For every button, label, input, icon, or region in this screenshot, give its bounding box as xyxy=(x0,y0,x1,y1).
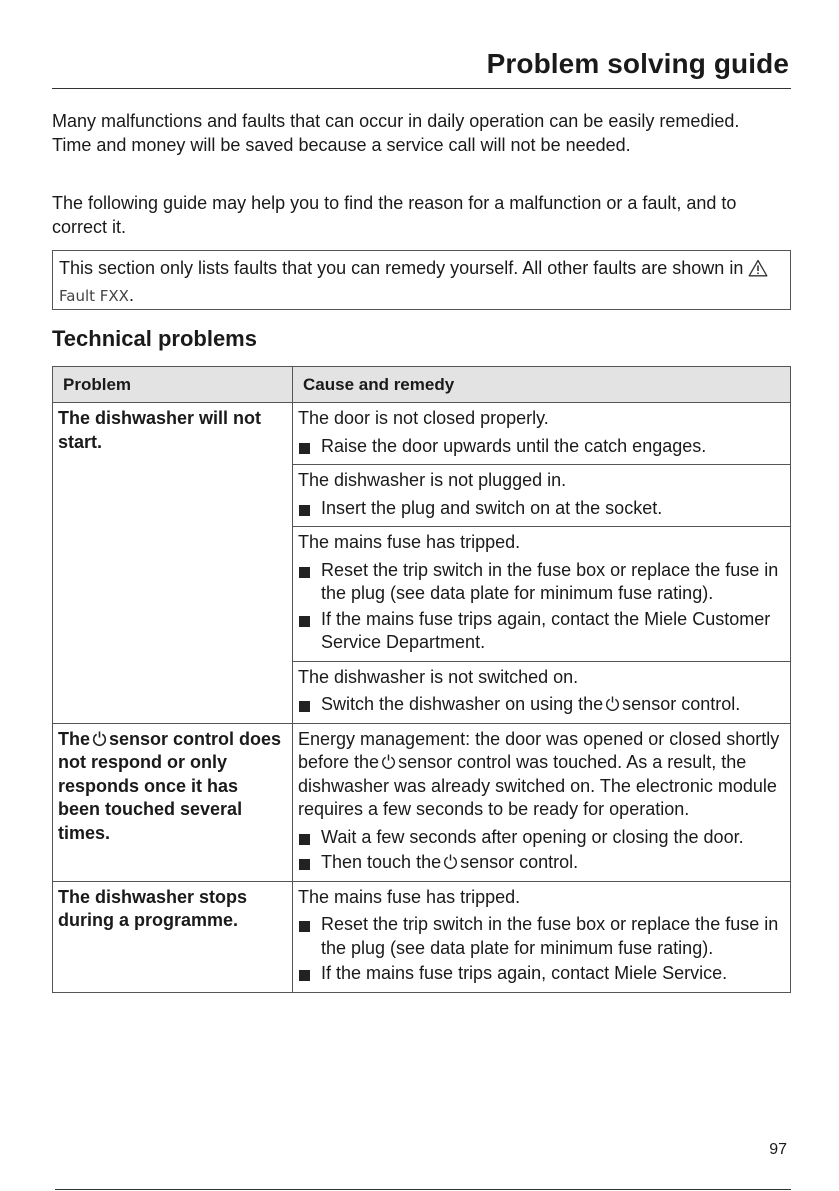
cause-cell xyxy=(293,465,791,527)
cause-cell xyxy=(293,661,791,723)
section-heading: Technical problems xyxy=(52,326,257,351)
power-icon xyxy=(605,695,620,712)
footer-divider xyxy=(55,1189,791,1190)
cause-text: Energy management: the door was opened or closed shortly before the sensor control was touched. As a result, the dishwasher was already switched on. The electronic module requires a few seconds to be ready for operation. xyxy=(298,728,780,819)
remedy-list xyxy=(298,497,782,521)
fault-reference: Fault FXX xyxy=(59,286,129,305)
power-icon xyxy=(443,853,458,870)
remedy-list xyxy=(298,559,782,655)
remedy-item: Then touch the sensor control. xyxy=(298,851,782,875)
cause-cell xyxy=(293,723,791,881)
intro-paragraph-2: The following guide may help you to find the reason for a malfunction or a fault, and to correct it. xyxy=(52,193,737,237)
page-title: Problem solving guide xyxy=(486,48,789,79)
note-text: This section only lists faults that you can remedy yourself. All other faults are shown in xyxy=(59,258,744,278)
cause-cell xyxy=(293,403,791,465)
problem-cell: The sensor control does not respond or only responds once it has been touched several times. xyxy=(53,723,293,881)
remedy-item: Insert the plug and switch on at the socket. xyxy=(298,497,782,521)
remedy-list xyxy=(298,435,782,459)
remedy-list xyxy=(298,913,782,986)
remedy-item: Reset the trip switch in the fuse box or replace the fuse in the plug (see data plate for minimum fuse rating). xyxy=(298,913,782,960)
table-header-row xyxy=(53,367,791,403)
problem-cell: The dishwasher stops during a programme. xyxy=(53,881,293,992)
cause-text: The door is not closed properly. xyxy=(298,408,549,428)
power-icon xyxy=(381,753,396,770)
table-row xyxy=(53,403,791,465)
table-row xyxy=(53,881,791,992)
header-problem: Problem xyxy=(53,367,293,403)
problem-cell: The dishwasher will not start. xyxy=(53,403,293,724)
cause-cell xyxy=(293,527,791,662)
table-row xyxy=(53,723,791,881)
cause-text: The dishwasher is not plugged in. xyxy=(298,470,567,490)
remedy-item: If the mains fuse trips again, contact Miele Service. xyxy=(298,962,782,986)
remedy-list xyxy=(298,826,782,875)
remedy-item: Raise the door upwards until the catch engages. xyxy=(298,435,782,459)
title-divider xyxy=(52,88,791,89)
remedy-item: Wait a few seconds after opening or closing the door. xyxy=(298,826,782,850)
cause-text: The mains fuse has tripped. xyxy=(298,886,521,907)
cause-cell xyxy=(293,881,791,992)
power-icon xyxy=(92,730,107,747)
problem-table xyxy=(52,366,791,993)
note-text-end: . xyxy=(128,284,134,305)
warning-triangle-icon xyxy=(748,259,768,284)
remedy-item: Reset the trip switch in the fuse box or replace the fuse in the plug (see data plate for minimum fuse rating). xyxy=(298,559,782,606)
header-cause: Cause and remedy xyxy=(293,367,791,403)
page-number: 97 xyxy=(769,1141,787,1158)
remedy-list xyxy=(298,693,782,717)
cause-text: The mains fuse has tripped. xyxy=(298,532,521,552)
cause-text: The dishwasher is not switched on. xyxy=(298,666,579,687)
remedy-item: If the mains fuse trips again, contact the Miele Customer Service Department. xyxy=(298,608,782,655)
remedy-item: Switch the dishwasher on using the sensor control. xyxy=(298,693,782,717)
note-box xyxy=(52,250,791,310)
intro-paragraph-1: Many malfunctions and faults that can occur in daily operation can be easily remedied. Time and money will be saved because a service call will not be needed. xyxy=(52,111,740,155)
